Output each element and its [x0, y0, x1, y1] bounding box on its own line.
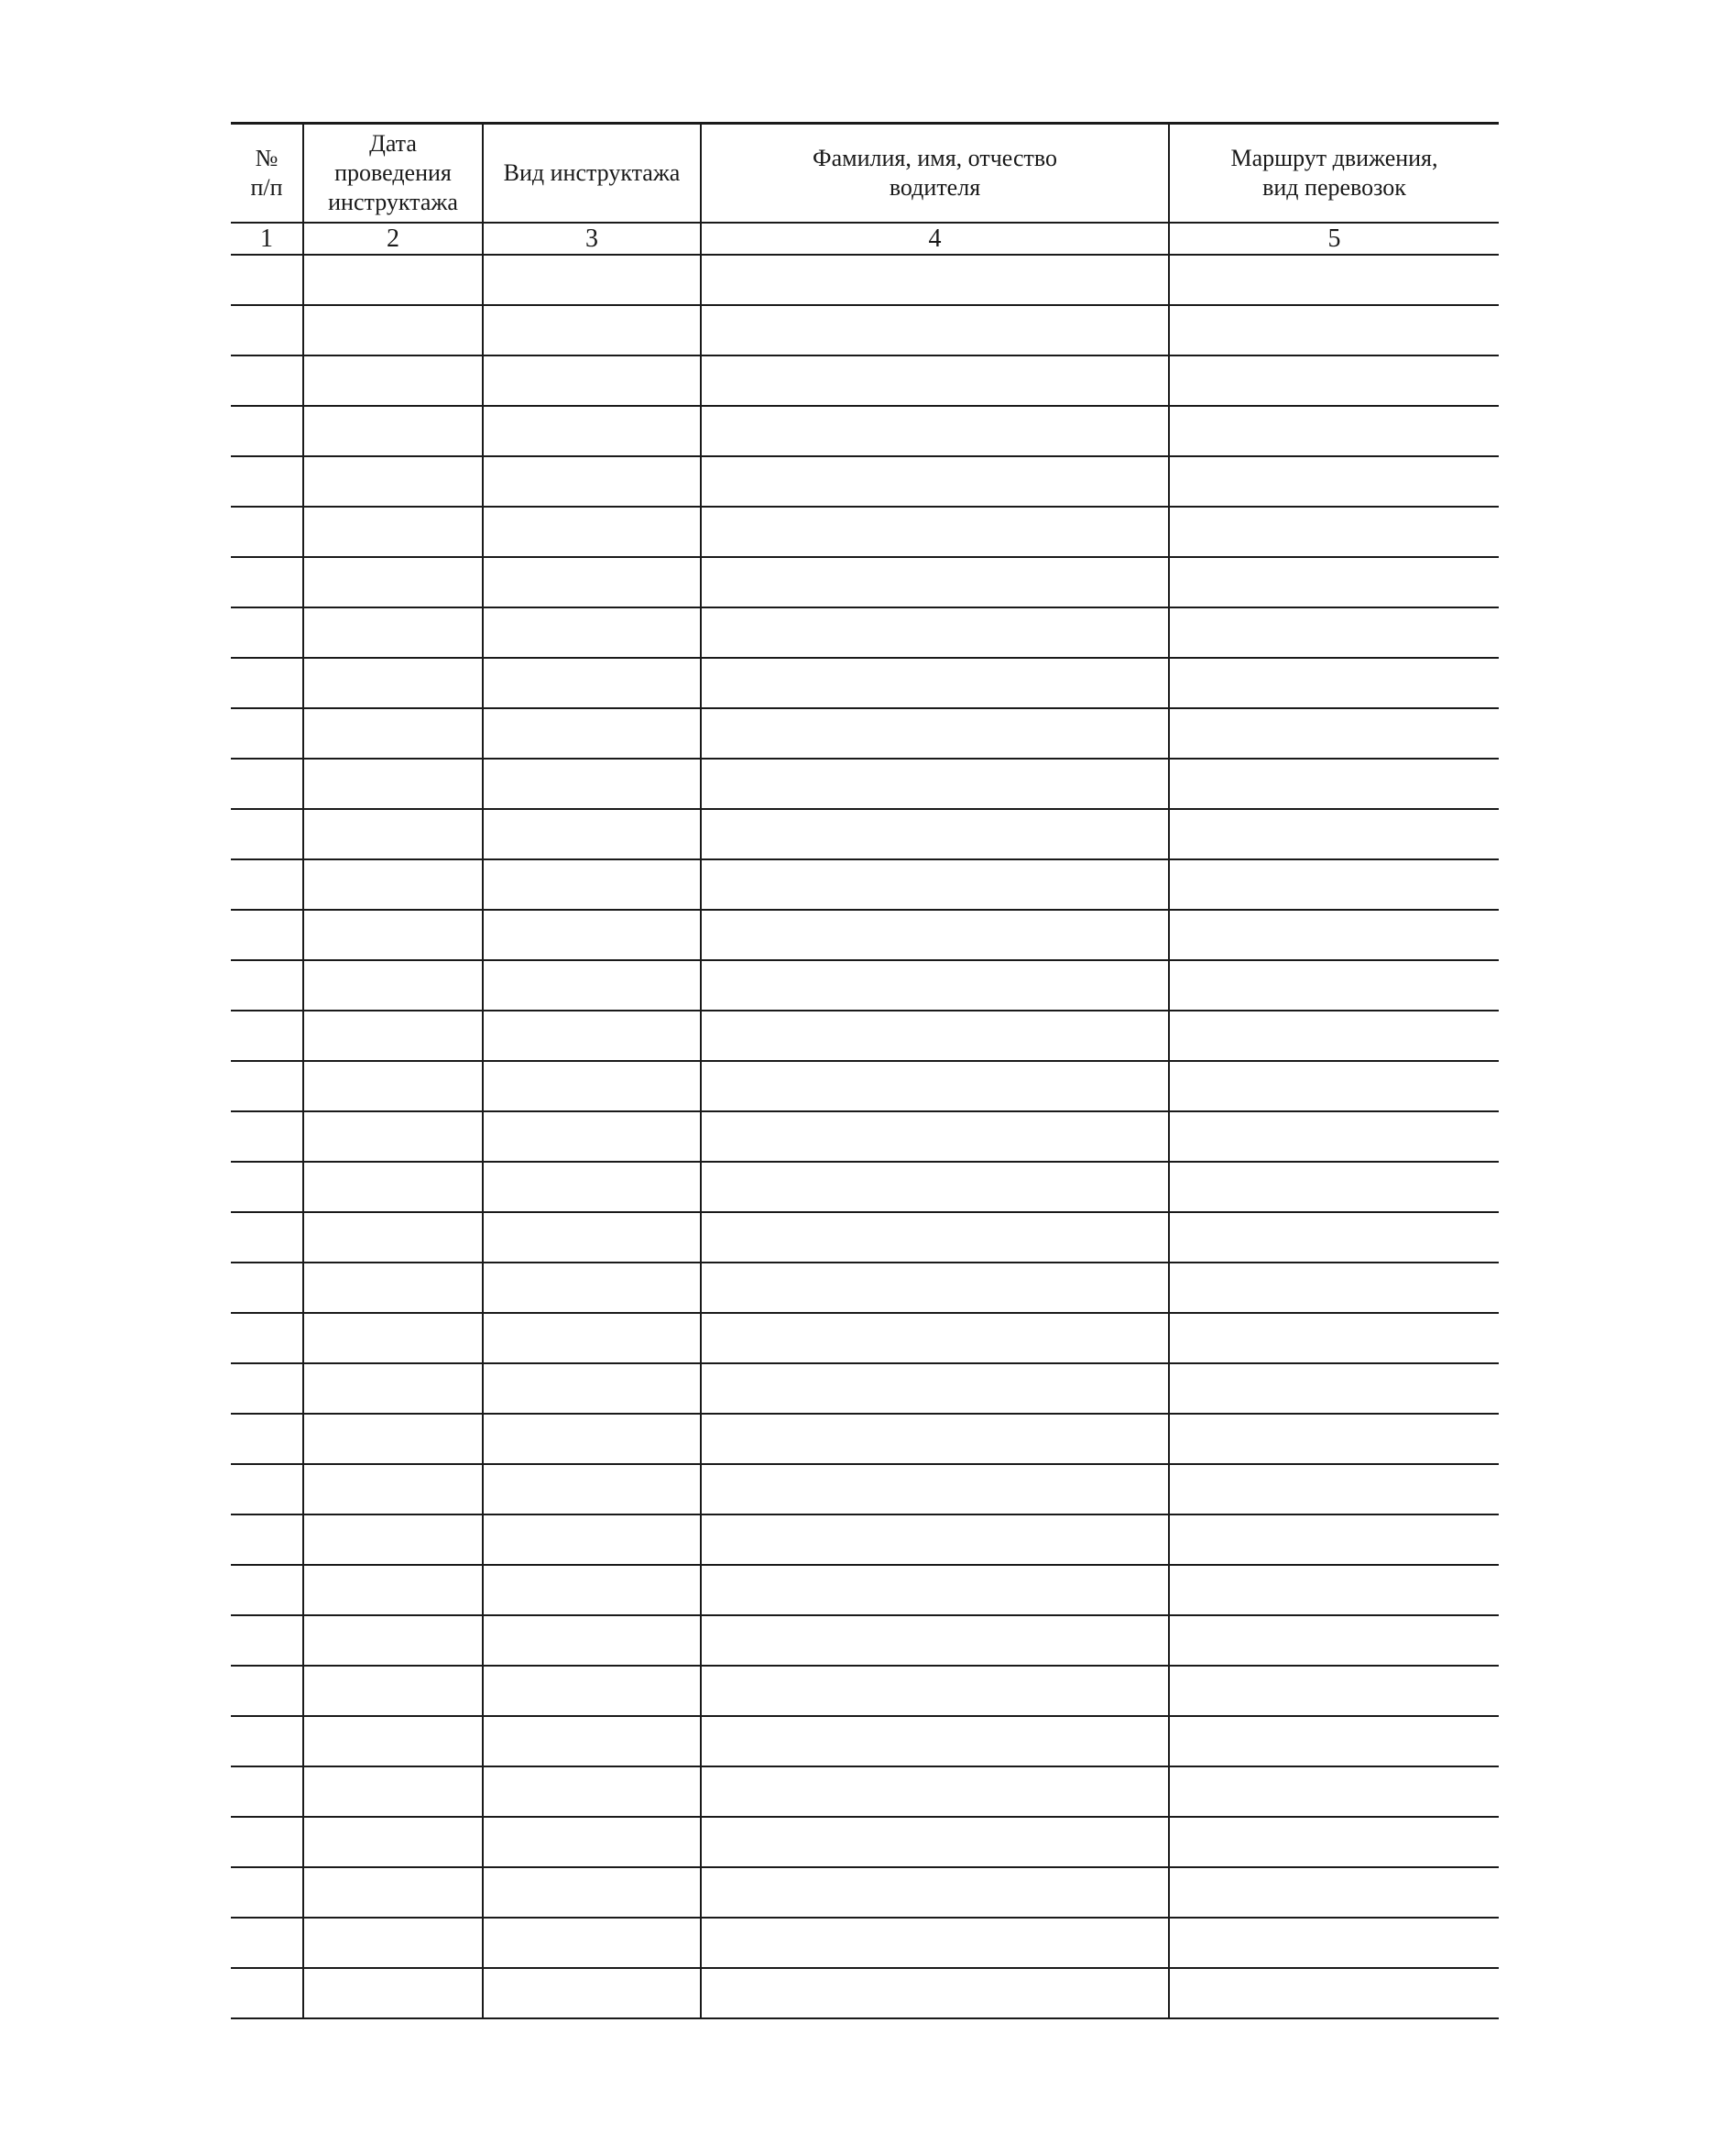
cell-driver-name[interactable] [701, 1968, 1169, 2018]
cell-date[interactable] [303, 1061, 483, 1111]
cell-instruction-type[interactable] [483, 1111, 701, 1162]
cell-number[interactable] [231, 1615, 303, 1666]
cell-date[interactable] [303, 1263, 483, 1313]
table-row [231, 607, 1499, 658]
cell-route[interactable] [1169, 1162, 1499, 1212]
table-row [231, 1263, 1499, 1313]
cell-driver-name[interactable] [701, 1263, 1169, 1313]
cell-number[interactable] [231, 1414, 303, 1464]
cell-date[interactable] [303, 1867, 483, 1918]
table-row [231, 1212, 1499, 1263]
cell-driver-name[interactable] [701, 859, 1169, 910]
cell-route[interactable] [1169, 1817, 1499, 1867]
cell-route[interactable] [1169, 1766, 1499, 1817]
cell-driver-name[interactable] [701, 1565, 1169, 1615]
cell-instruction-type[interactable] [483, 1514, 701, 1565]
cell-driver-name[interactable] [701, 456, 1169, 507]
table-row [231, 1615, 1499, 1666]
cell-number[interactable] [231, 809, 303, 859]
cell-date[interactable] [303, 1918, 483, 1968]
cell-number[interactable] [231, 607, 303, 658]
cell-driver-name[interactable] [701, 1414, 1169, 1464]
cell-route[interactable] [1169, 355, 1499, 406]
cell-instruction-type[interactable] [483, 1968, 701, 2018]
table-row [231, 355, 1499, 406]
cell-route[interactable] [1169, 1666, 1499, 1716]
table-row [231, 1565, 1499, 1615]
table-row [231, 658, 1499, 708]
cell-number[interactable] [231, 1263, 303, 1313]
cell-route[interactable] [1169, 1313, 1499, 1363]
table-row [231, 1867, 1499, 1918]
column-number: 2 [303, 223, 483, 255]
cell-instruction-type[interactable] [483, 910, 701, 960]
cell-route[interactable] [1169, 557, 1499, 607]
cell-date[interactable] [303, 1313, 483, 1363]
table-row [231, 456, 1499, 507]
table-row [231, 1111, 1499, 1162]
cell-instruction-type[interactable] [483, 859, 701, 910]
column-number-row [231, 223, 1499, 255]
cell-route[interactable] [1169, 1061, 1499, 1111]
cell-driver-name[interactable] [701, 1716, 1169, 1766]
cell-date[interactable] [303, 557, 483, 607]
cell-route[interactable] [1169, 910, 1499, 960]
cell-date[interactable] [303, 708, 483, 759]
cell-driver-name[interactable] [701, 960, 1169, 1011]
table-row [231, 759, 1499, 809]
table-row [231, 910, 1499, 960]
cell-instruction-type[interactable] [483, 809, 701, 859]
cell-route[interactable] [1169, 1867, 1499, 1918]
cell-driver-name[interactable] [701, 759, 1169, 809]
cell-date[interactable] [303, 1817, 483, 1867]
cell-date[interactable] [303, 1011, 483, 1061]
cell-driver-name[interactable] [701, 355, 1169, 406]
cell-date[interactable] [303, 1514, 483, 1565]
cell-driver-name[interactable] [701, 708, 1169, 759]
cell-number[interactable] [231, 1867, 303, 1918]
cell-driver-name[interactable] [701, 607, 1169, 658]
table-row [231, 809, 1499, 859]
cell-date[interactable] [303, 859, 483, 910]
cell-date[interactable] [303, 809, 483, 859]
cell-driver-name[interactable] [701, 1615, 1169, 1666]
cell-date[interactable] [303, 658, 483, 708]
cell-date[interactable] [303, 1968, 483, 2018]
cell-date[interactable] [303, 1716, 483, 1766]
table-row [231, 1313, 1499, 1363]
table-row [231, 1817, 1499, 1867]
cell-instruction-type[interactable] [483, 1565, 701, 1615]
table-row [231, 557, 1499, 607]
header-instruction-type: Вид инструктажа [483, 124, 701, 224]
cell-instruction-type[interactable] [483, 1766, 701, 1817]
cell-driver-name[interactable] [701, 1766, 1169, 1817]
cell-date[interactable] [303, 1363, 483, 1414]
cell-date[interactable] [303, 1162, 483, 1212]
header-driver-name: Фамилия, имя, отчество водителя [701, 124, 1169, 224]
cell-number[interactable] [231, 1565, 303, 1615]
cell-date[interactable] [303, 759, 483, 809]
cell-driver-name[interactable] [701, 1867, 1169, 1918]
cell-route[interactable] [1169, 1615, 1499, 1666]
cell-number[interactable] [231, 759, 303, 809]
cell-route[interactable] [1169, 305, 1499, 355]
cell-route[interactable] [1169, 809, 1499, 859]
column-number: 3 [483, 223, 701, 255]
cell-date[interactable] [303, 1464, 483, 1514]
table-row [231, 1514, 1499, 1565]
cell-instruction-type[interactable] [483, 1313, 701, 1363]
cell-driver-name[interactable] [701, 1111, 1169, 1162]
cell-number[interactable] [231, 708, 303, 759]
table-row [231, 1414, 1499, 1464]
cell-number[interactable] [231, 305, 303, 355]
cell-number[interactable] [231, 1968, 303, 2018]
cell-date[interactable] [303, 960, 483, 1011]
cell-number[interactable] [231, 1363, 303, 1414]
cell-instruction-type[interactable] [483, 1918, 701, 1968]
cell-instruction-type[interactable] [483, 708, 701, 759]
cell-number[interactable] [231, 859, 303, 910]
cell-route[interactable] [1169, 1716, 1499, 1766]
cell-driver-name[interactable] [701, 910, 1169, 960]
cell-date[interactable] [303, 1212, 483, 1263]
cell-driver-name[interactable] [701, 1464, 1169, 1514]
table-row [231, 507, 1499, 557]
cell-route[interactable] [1169, 1918, 1499, 1968]
cell-number[interactable] [231, 1918, 303, 1968]
cell-route[interactable] [1169, 1363, 1499, 1414]
cell-driver-name[interactable] [701, 1011, 1169, 1061]
cell-route[interactable] [1169, 406, 1499, 456]
cell-instruction-type[interactable] [483, 1867, 701, 1918]
cell-date[interactable] [303, 1666, 483, 1716]
cell-instruction-type[interactable] [483, 1061, 701, 1111]
cell-number[interactable] [231, 1666, 303, 1716]
table-row [231, 1918, 1499, 1968]
table-row [231, 1766, 1499, 1817]
table-row [231, 960, 1499, 1011]
cell-number[interactable] [231, 1212, 303, 1263]
cell-route[interactable] [1169, 1212, 1499, 1263]
cell-number[interactable] [231, 355, 303, 406]
cell-driver-name[interactable] [701, 305, 1169, 355]
cell-route[interactable] [1169, 1111, 1499, 1162]
cell-instruction-type[interactable] [483, 1011, 701, 1061]
instruction-log-table [231, 122, 1499, 2019]
cell-number[interactable] [231, 1111, 303, 1162]
cell-driver-name[interactable] [701, 507, 1169, 557]
table-row [231, 406, 1499, 456]
cell-instruction-type[interactable] [483, 1716, 701, 1766]
cell-date[interactable] [303, 1414, 483, 1464]
cell-route[interactable] [1169, 1565, 1499, 1615]
cell-number[interactable] [231, 910, 303, 960]
cell-number[interactable] [231, 1162, 303, 1212]
cell-date[interactable] [303, 607, 483, 658]
cell-date[interactable] [303, 305, 483, 355]
cell-driver-name[interactable] [701, 1212, 1169, 1263]
table-row [231, 1716, 1499, 1766]
cell-date[interactable] [303, 1615, 483, 1666]
cell-number[interactable] [231, 1514, 303, 1565]
cell-driver-name[interactable] [701, 1514, 1169, 1565]
cell-number[interactable] [231, 658, 303, 708]
cell-instruction-type[interactable] [483, 456, 701, 507]
column-number: 1 [231, 223, 303, 255]
cell-instruction-type[interactable] [483, 960, 701, 1011]
cell-driver-name[interactable] [701, 1666, 1169, 1716]
table-row [231, 1363, 1499, 1414]
cell-driver-name[interactable] [701, 1313, 1169, 1363]
cell-instruction-type[interactable] [483, 1666, 701, 1716]
cell-instruction-type[interactable] [483, 1615, 701, 1666]
cell-instruction-type[interactable] [483, 759, 701, 809]
cell-number[interactable] [231, 1817, 303, 1867]
cell-instruction-type[interactable] [483, 1817, 701, 1867]
cell-date[interactable] [303, 1766, 483, 1817]
cell-date[interactable] [303, 507, 483, 557]
table-row [231, 859, 1499, 910]
cell-route[interactable] [1169, 1514, 1499, 1565]
cell-route[interactable] [1169, 658, 1499, 708]
cell-number[interactable] [231, 557, 303, 607]
cell-number[interactable] [231, 507, 303, 557]
table-row [231, 1464, 1499, 1514]
cell-date[interactable] [303, 1565, 483, 1615]
header-number: № п/п [231, 124, 303, 224]
cell-route[interactable] [1169, 456, 1499, 507]
table-row [231, 255, 1499, 305]
cell-date[interactable] [303, 355, 483, 406]
cell-instruction-type[interactable] [483, 305, 701, 355]
cell-number[interactable] [231, 1716, 303, 1766]
cell-route[interactable] [1169, 1414, 1499, 1464]
table-row [231, 1162, 1499, 1212]
table-row [231, 1666, 1499, 1716]
cell-route[interactable] [1169, 507, 1499, 557]
cell-instruction-type[interactable] [483, 1363, 701, 1414]
cell-date[interactable] [303, 456, 483, 507]
cell-route[interactable] [1169, 1464, 1499, 1514]
cell-driver-name[interactable] [701, 1817, 1169, 1867]
cell-route[interactable] [1169, 759, 1499, 809]
cell-instruction-type[interactable] [483, 355, 701, 406]
cell-number[interactable] [231, 255, 303, 305]
cell-route[interactable] [1169, 255, 1499, 305]
column-number: 4 [701, 223, 1169, 255]
cell-instruction-type[interactable] [483, 1464, 701, 1514]
cell-driver-name[interactable] [701, 1162, 1169, 1212]
table-body [231, 255, 1499, 2018]
cell-route[interactable] [1169, 607, 1499, 658]
cell-instruction-type[interactable] [483, 557, 701, 607]
column-number: 5 [1169, 223, 1499, 255]
cell-route[interactable] [1169, 1263, 1499, 1313]
cell-instruction-type[interactable] [483, 658, 701, 708]
cell-instruction-type[interactable] [483, 1162, 701, 1212]
cell-instruction-type[interactable] [483, 607, 701, 658]
cell-number[interactable] [231, 1766, 303, 1817]
cell-instruction-type[interactable] [483, 507, 701, 557]
cell-driver-name[interactable] [701, 406, 1169, 456]
table-row [231, 1061, 1499, 1111]
cell-driver-name[interactable] [701, 1918, 1169, 1968]
cell-number[interactable] [231, 1313, 303, 1363]
cell-number[interactable] [231, 456, 303, 507]
cell-number[interactable] [231, 1464, 303, 1514]
cell-driver-name[interactable] [701, 809, 1169, 859]
table-row [231, 1011, 1499, 1061]
cell-route[interactable] [1169, 960, 1499, 1011]
cell-instruction-type[interactable] [483, 406, 701, 456]
cell-instruction-type[interactable] [483, 255, 701, 305]
cell-number[interactable] [231, 1061, 303, 1111]
header-row [231, 124, 1499, 224]
header-date: Дата проведения инструктажа [303, 124, 483, 224]
header-route: Маршрут движения, вид перевозок [1169, 124, 1499, 224]
cell-driver-name[interactable] [701, 557, 1169, 607]
cell-instruction-type[interactable] [483, 1263, 701, 1313]
cell-driver-name[interactable] [701, 1363, 1169, 1414]
cell-date[interactable] [303, 910, 483, 960]
cell-number[interactable] [231, 1011, 303, 1061]
cell-number[interactable] [231, 960, 303, 1011]
cell-driver-name[interactable] [701, 255, 1169, 305]
cell-date[interactable] [303, 1111, 483, 1162]
cell-driver-name[interactable] [701, 658, 1169, 708]
cell-route[interactable] [1169, 708, 1499, 759]
cell-instruction-type[interactable] [483, 1414, 701, 1464]
cell-instruction-type[interactable] [483, 1212, 701, 1263]
cell-route[interactable] [1169, 1011, 1499, 1061]
cell-date[interactable] [303, 255, 483, 305]
cell-route[interactable] [1169, 859, 1499, 910]
cell-date[interactable] [303, 406, 483, 456]
table-row [231, 1968, 1499, 2018]
cell-number[interactable] [231, 406, 303, 456]
cell-route[interactable] [1169, 1968, 1499, 2018]
table-row [231, 305, 1499, 355]
cell-driver-name[interactable] [701, 1061, 1169, 1111]
table-row [231, 708, 1499, 759]
